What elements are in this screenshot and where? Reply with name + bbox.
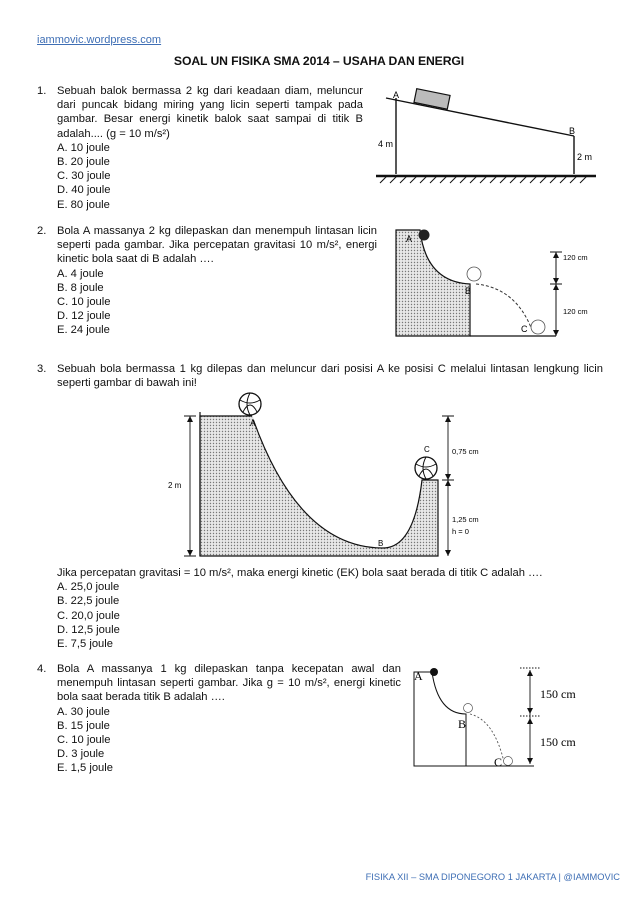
option-a: A. 30 joule [57,705,110,718]
footer [366,872,620,882]
label-b: B [378,539,384,548]
height-c-top: 0,75 cm [452,447,479,456]
option-a: A. 4 joule [57,267,104,280]
question-3-continued [37,566,603,654]
option-e: E. 7,5 joule [57,638,113,651]
height-top: 120 cm [563,253,588,262]
ball-icon [430,668,438,676]
height-bottom: 150 cm [540,735,576,749]
figure-valley-track [158,388,498,560]
block-icon [414,89,450,109]
label-c: C [521,324,528,334]
figure-quarter-curve [404,660,616,770]
volleyball-icon [239,393,261,415]
option-c: C. 30 joule [57,170,111,183]
site-link[interactable]: iammovic.wordpress.com [37,34,162,46]
question-text: Sebuah balok bermassa 2 kg dari keadaan diam, meluncur dari puncak bidang miring yang licin seperti tampak pada gambar. Besar energi kinetik balok saat sampai di titik B adalah.... (g = 10 m/s²) [57,85,363,140]
label-a: A [414,669,423,683]
label-a: A [393,90,400,100]
question-number: 1. [37,85,47,97]
label-a: A [406,234,413,244]
footer-separator: | [558,872,561,882]
volleyball-icon [415,457,437,479]
label-c: C [494,755,503,769]
label-b: B [569,126,576,136]
option-d: D. 12 joule [57,310,111,323]
question-number: 2. [37,225,47,237]
height-top: 150 cm [540,687,576,701]
option-e: E. 24 joule [57,324,110,337]
option-c: C. 20,0 joule [57,609,120,622]
label-b: B [465,286,472,296]
question-number: 4. [37,663,47,675]
option-b: B. 20 joule [57,156,110,169]
height-c-bottom: 1,25 cm [452,515,479,524]
option-e: E. 1,5 joule [57,762,113,775]
question-4 [37,662,401,782]
option-c: C. 10 joule [57,296,111,309]
label-b: B [458,717,467,731]
question-text: Bola A massanya 1 kg dilepaskan tanpa kecepatan awal dan menempuh lintasan seperti gambar. Jika g = 10 m/s², energi kinetic bola saat berada titik B adalah …. [57,663,401,704]
figure-curved-track [392,222,602,342]
option-a: A. 25,0 joule [57,581,120,594]
footer-handle: @IAMMOVIC [563,872,620,882]
question-text: Jika percepatan gravitasi = 10 m/s², maka energi kinetic (EK) bola saat berada di titik C adalah …. [57,567,543,579]
label-a: A [250,419,256,428]
option-d: D. 3 joule [57,748,105,761]
height-total: 2 m [168,481,182,490]
question-text: Sebuah bola bermassa 1 kg dilepas dan meluncur dari posisi A ke posisi C melalui lintasan lengkung licin seperti gambar di bawah ini! [57,363,603,390]
ball-icon [419,230,430,241]
option-d: D. 12,5 joule [57,623,120,636]
option-b: B. 22,5 joule [57,595,120,608]
height-bottom: 120 cm [563,307,588,316]
height-a: 4 m [378,139,394,149]
height-b: 2 m [577,152,593,162]
question-number: 3. [37,363,47,375]
question-2 [37,224,377,344]
figure-inclined-plane [374,84,606,194]
option-c: C. 10 joule [57,734,111,747]
option-e: E. 80 joule [57,198,110,211]
question-text: Bola A massanya 2 kg dilepaskan dan menempuh lintasan licin seperti pada gambar. Jika percepatan gravitasi 10 m/s², energi kinetic bola saat di B adalah …. [57,225,377,266]
question-1 [37,84,363,214]
page-title: SOAL UN FISIKA SMA 2014 – USAHA DAN ENERGI [173,54,465,68]
option-b: B. 15 joule [57,719,110,732]
footer-school: FISIKA XII – SMA DIPONEGORO 1 JAKARTA [365,872,556,882]
h-zero: h = 0 [452,527,469,536]
option-a: A. 10 joule [57,141,110,154]
label-c: C [424,445,430,454]
option-b: B. 8 joule [57,281,104,294]
option-d: D. 40 joule [57,184,111,197]
